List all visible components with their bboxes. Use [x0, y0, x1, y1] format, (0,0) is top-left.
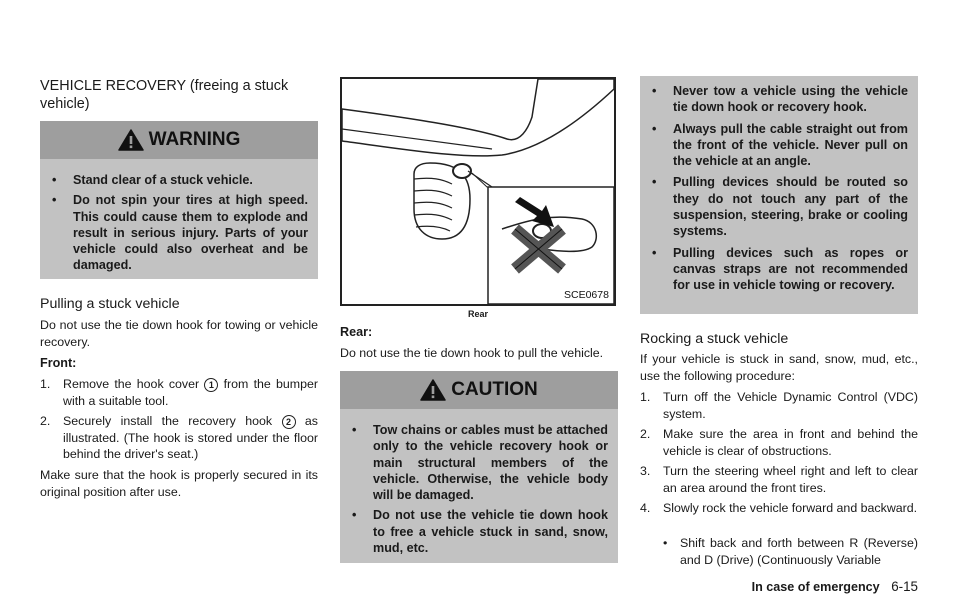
step-item: 1. Turn off the Vehicle Dynamic Control (VDC) system. [640, 390, 918, 421]
section-title: VEHICLE RECOVERY (freeing a stuck vehicle) [40, 78, 289, 112]
figure-caption: Rear [467, 309, 488, 319]
warning-title: WARNING [148, 129, 241, 150]
caution-bullet: • Do not use the vehicle tie down hook to free a vehicle stuck in sand, snow, mud, etc. [352, 508, 608, 556]
warning-continued-box [640, 76, 918, 314]
caution-triangle-icon [420, 379, 446, 401]
warning-bullet: • Never tow a vehicle using the vehicle tie down hook or recovery hook. [652, 84, 908, 115]
warning-bullet: • Do not spin your tires at high speed. This could cause them to explode and result in serious injury. Parts of your vehicle could also overheat and be damaged. [52, 193, 308, 273]
rear-text: Do not use the tie down hook to pull the vehicle. [340, 346, 604, 360]
warning-bullet: • Pulling devices such as ropes or canvas straps are not recommended for use in vehicle towing or recovery. [652, 245, 908, 293]
caution-bullet: • Tow chains or cables must be attached only to the vehicle recovery hook or main structural members of the vehicle. Otherwise, the vehicle body will be damaged. [352, 423, 608, 503]
callout-1-icon: 1 [204, 378, 218, 392]
step-item: 1. Remove the hook cover 1 from the bumper with a suitable tool. [40, 377, 319, 408]
rear-label: Rear: [340, 325, 373, 339]
tie-down-hook-illustration [342, 79, 614, 304]
step-item: 4. Slowly rock the vehicle forward and backward. [640, 501, 918, 515]
step-item: 3. Turn the steering wheel right and left to clear an area around the front tires. [640, 464, 918, 495]
illustration-figure [340, 77, 616, 306]
pulling-heading: Pulling a stuck vehicle [40, 296, 180, 312]
caution-header [340, 371, 618, 409]
warning-bullet: • Always pull the cable straight out from the front of the vehicle. Never pull on the vehicle at an angle. [652, 121, 908, 169]
front-label: Front: [40, 356, 77, 370]
page-footer [752, 579, 918, 594]
sub-bullet: • Shift back and forth between R (Reverse) and D (Drive) (Continuously Variable [663, 536, 918, 567]
caution-box [340, 371, 618, 563]
secured-text: Make sure that the hook is properly secured in its original position after use. [40, 468, 318, 499]
footer-section: In case of emergency [751, 580, 880, 594]
warning-triangle-icon [118, 129, 144, 151]
step-item: 2. Securely install the recovery hook 2 as illustrated. (The hook is stored under the floor behind the driver's seat.) [40, 414, 318, 461]
figure-code: SCE0678 [564, 289, 609, 301]
warning-box [40, 121, 318, 279]
warning-bullet: • Stand clear of a stuck vehicle. [52, 173, 253, 187]
callout-2-icon: 2 [282, 415, 296, 429]
rocking-heading: Rocking a stuck vehicle [640, 331, 789, 347]
pulling-text: Do not use the tie down hook for towing or vehicle recovery. [40, 318, 318, 349]
warning-header [40, 121, 318, 159]
caution-title: CAUTION [451, 379, 538, 400]
warning-bullet: • Pulling devices should be routed so they do not touch any part of the suspension, steering, brake or cooling systems. [652, 175, 908, 239]
rocking-intro: If your vehicle is stuck in sand, snow, mud, etc., use the following procedure: [640, 352, 918, 383]
step-item: 2. Make sure the area in front and behind the vehicle is clear of obstructions. [640, 427, 918, 458]
page-number: 6-15 [891, 579, 918, 594]
